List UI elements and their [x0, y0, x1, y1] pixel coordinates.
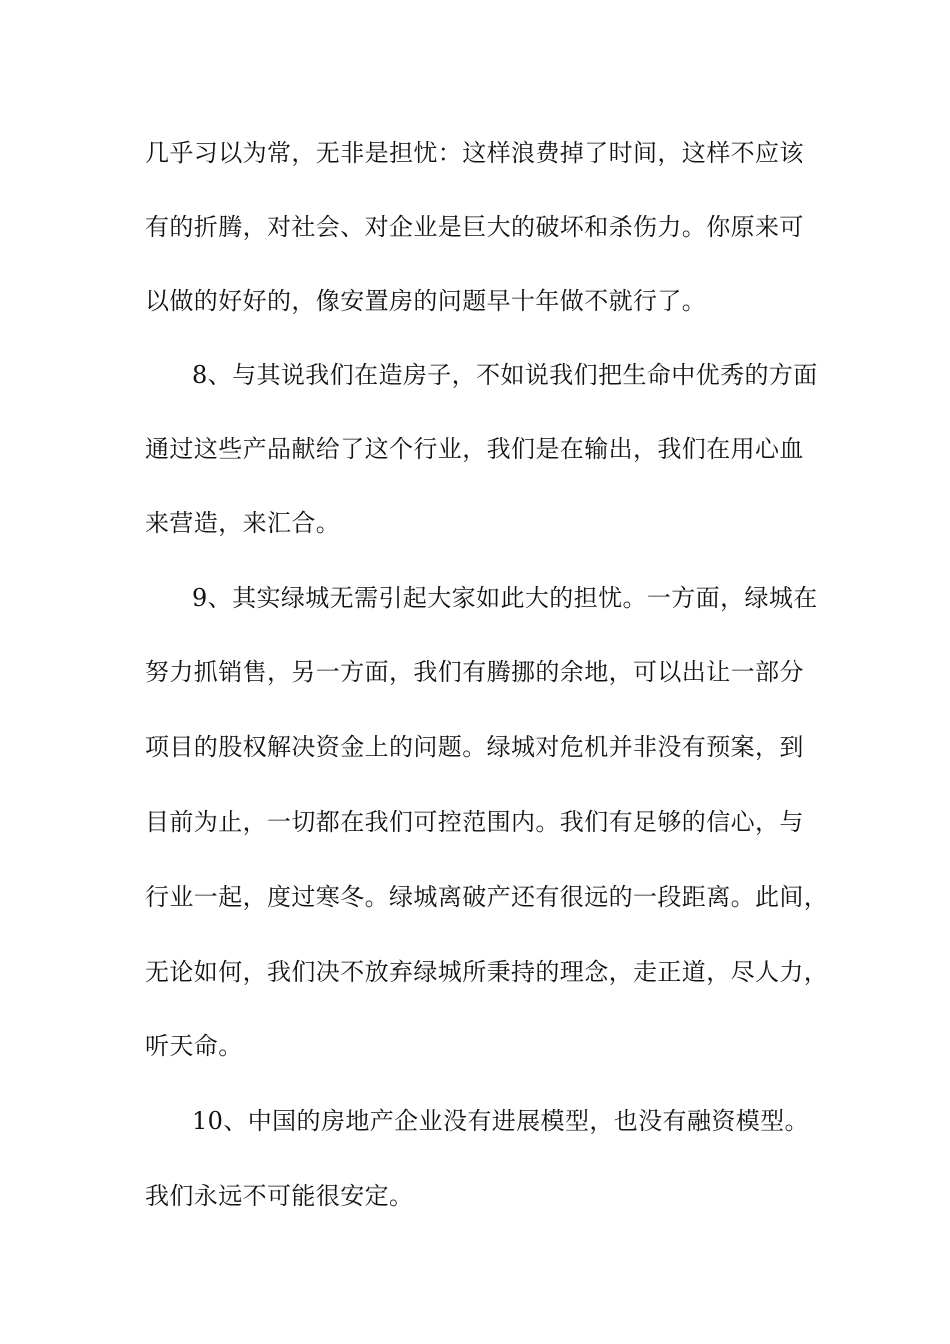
paragraph-9-line-2: 努力抓销售，另一方面，我们有腾挪的余地，可以出让一部分	[145, 658, 804, 686]
paragraph-9-line-1: 9、其实绿城无需引起大家如此大的担忧。一方面，绿城在	[192, 584, 818, 612]
text-line-1: 几乎习以为常，无非是担忧：这样浪费掉了时间，这样不应该	[145, 139, 804, 167]
paragraph-8-line-3: 来营造，来汇合。	[145, 509, 341, 537]
paragraph-8-line-1: 8、与其说我们在造房子，不如说我们把生命中优秀的方面	[192, 361, 818, 389]
text-line-3: 以做的好好的，像安置房的问题早十年做不就行了。	[145, 287, 707, 315]
paragraph-10-line-2: 我们永远不可能很安定。	[145, 1182, 414, 1210]
paragraph-8-line-2: 通过这些产品献给了这个行业，我们是在输出，我们在用心血	[145, 435, 804, 463]
text-line-2: 有的折腾，对社会、对企业是巨大的破坏和杀伤力。你原来可	[145, 213, 804, 241]
paragraph-9-line-4: 目前为止，一切都在我们可控范围内。我们有足够的信心，与	[145, 808, 804, 836]
paragraph-9-line-3: 项目的股权解决资金上的问题。绿城对危机并非没有预案，到	[145, 733, 804, 761]
paragraph-9-line-7: 听天命。	[145, 1032, 243, 1060]
paragraph-10-line-1: 10、中国的房地产企业没有进展模型，也没有融资模型。	[192, 1107, 809, 1135]
paragraph-9-line-5: 行业一起，度过寒冬。绿城离破产还有很远的一段距离。此间，	[145, 883, 829, 911]
paragraph-9-line-6: 无论如何，我们决不放弃绿城所秉持的理念，走正道，尽人力，	[145, 958, 829, 986]
